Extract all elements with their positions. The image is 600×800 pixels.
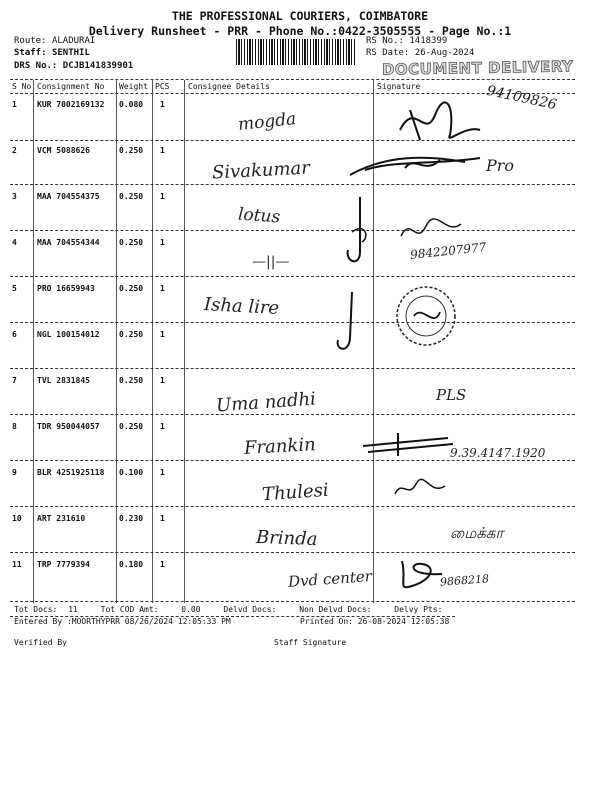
row-3-sno: 3 bbox=[12, 192, 17, 201]
row-separator bbox=[10, 322, 575, 323]
col-header-consignee: Consignee Details bbox=[188, 82, 270, 91]
signature-scribble bbox=[390, 474, 450, 504]
tot-docs-label: Tot Docs: bbox=[14, 605, 58, 614]
row-3-weight: 0.250 bbox=[119, 192, 144, 201]
row-1-consignment: KUR 7002169132 bbox=[37, 100, 105, 109]
staff-signature: Staff Signature bbox=[274, 638, 347, 647]
row-separator bbox=[10, 276, 575, 277]
row-11-pcs: 1 bbox=[160, 560, 165, 569]
document-delivery-stamp: DOCUMENT DELIVERY bbox=[381, 57, 574, 79]
row-4-signature-note: 9842207977 bbox=[409, 240, 487, 262]
row-1-consignee-handwriting: mogda bbox=[237, 109, 298, 135]
row-4-sno: 4 bbox=[12, 238, 17, 247]
route-value: ALADURAI bbox=[51, 36, 96, 46]
row-5-sno: 5 bbox=[12, 284, 17, 293]
row-6-consignment: NGL 100154012 bbox=[37, 330, 100, 339]
row-9-weight: 0.100 bbox=[119, 468, 144, 477]
row-11-consignment: TRP 7779394 bbox=[37, 560, 90, 569]
row-4-weight: 0.250 bbox=[119, 238, 144, 247]
drs-label: DRS No.: bbox=[14, 61, 58, 71]
table-bottom-rule bbox=[10, 601, 575, 602]
row-4-consignee-handwriting: —||— bbox=[252, 254, 290, 270]
row-1-signature-note: 94109826 bbox=[485, 82, 559, 114]
verified-by: Verified By bbox=[14, 638, 67, 647]
row-2-pcs: 1 bbox=[160, 146, 165, 155]
non-delvd-docs-label: Non Delvd Docs: bbox=[299, 605, 372, 614]
rs-no-value: 1418399 bbox=[409, 36, 448, 46]
row-7-weight: 0.250 bbox=[119, 376, 144, 385]
row-8-weight: 0.250 bbox=[119, 422, 144, 431]
row-1-weight: 0.080 bbox=[119, 100, 144, 109]
row-8-consignee-handwriting: Frankin bbox=[243, 434, 317, 459]
row-2-consignment: VCM 5088626 bbox=[37, 146, 90, 155]
row-10-consignee-handwriting: Brinda bbox=[255, 526, 318, 551]
row-9-consignee-handwriting: Thulesi bbox=[261, 479, 330, 506]
row-3-pcs: 1 bbox=[160, 192, 165, 201]
rs-date-line bbox=[366, 48, 474, 58]
row-7-signature-note: PLS bbox=[436, 386, 467, 404]
signature-scribble bbox=[340, 192, 380, 272]
col-divider bbox=[33, 80, 34, 603]
company-title: THE PROFESSIONAL COURIERS, COIMBATORE bbox=[171, 9, 429, 23]
row-5-consignment: PRO 16659943 bbox=[37, 284, 95, 293]
delvy-pts-label: Delvy Pts: bbox=[394, 605, 443, 614]
row-7-consignee-handwriting: Uma nadhi bbox=[215, 388, 317, 417]
company-seal bbox=[394, 284, 458, 348]
rs-date-label: RS Date: bbox=[366, 48, 410, 58]
table-top-rule bbox=[10, 79, 575, 80]
row-separator bbox=[10, 460, 575, 461]
rs-no-label: RS No.: bbox=[366, 36, 404, 46]
staff-label: Staff: bbox=[14, 48, 47, 58]
runsheet-title: Delivery Runsheet - PRR - Phone No.:0422-3505555 - Page No.:1 bbox=[88, 24, 512, 38]
staff-value: SENTHIL bbox=[51, 48, 90, 58]
col-header-sno: S No bbox=[12, 82, 32, 91]
drs-value: DCJB141839901 bbox=[62, 61, 134, 71]
row-7-sno: 7 bbox=[12, 376, 17, 385]
row-10-sno: 10 bbox=[12, 514, 22, 523]
row-8-pcs: 1 bbox=[160, 422, 165, 431]
row-separator bbox=[10, 230, 575, 231]
row-1-pcs: 1 bbox=[160, 100, 165, 109]
row-2-signature-note: Pro bbox=[486, 156, 515, 175]
signature-scribble bbox=[395, 100, 485, 145]
row-5-pcs: 1 bbox=[160, 284, 165, 293]
row-5-consignee-handwriting: Isha lire bbox=[203, 294, 280, 319]
row-4-consignment: MAA 704554344 bbox=[37, 238, 100, 247]
row-11-signature-note: 9868218 bbox=[439, 572, 490, 589]
row-7-consignment: TVL 2831845 bbox=[37, 376, 90, 385]
row-9-sno: 9 bbox=[12, 468, 17, 477]
staff-line bbox=[14, 48, 90, 58]
row-separator bbox=[10, 140, 575, 141]
delvd-docs-label: Delvd Docs: bbox=[223, 605, 277, 614]
row-10-weight: 0.230 bbox=[119, 514, 144, 523]
rs-date-value: 26-Aug-2024 bbox=[414, 48, 475, 58]
row-separator bbox=[10, 184, 575, 185]
tot-cod-value: 0.00 bbox=[181, 605, 201, 614]
row-6-pcs: 1 bbox=[160, 330, 165, 339]
row-10-consignment: ART 231610 bbox=[37, 514, 86, 523]
col-header-consignment: Consignment No bbox=[37, 82, 105, 91]
tot-cod-label: Tot COD Amt: bbox=[100, 605, 159, 614]
route-label: Route: bbox=[14, 36, 47, 46]
rs-no-line bbox=[366, 36, 447, 46]
col-divider bbox=[152, 80, 153, 603]
row-separator bbox=[10, 552, 575, 553]
row-5-weight: 0.250 bbox=[119, 284, 144, 293]
row-11-consignee-handwriting: Dvd center bbox=[287, 567, 373, 591]
row-separator bbox=[10, 506, 575, 507]
row-9-consignment: BLR 4251925118 bbox=[37, 468, 105, 477]
row-separator bbox=[10, 414, 575, 415]
row-6-sno: 6 bbox=[12, 330, 17, 339]
signature-scribble bbox=[330, 288, 370, 358]
row-3-consignee-handwriting: lotus bbox=[237, 204, 281, 228]
row-7-pcs: 1 bbox=[160, 376, 165, 385]
totals-line bbox=[14, 605, 442, 614]
barcode bbox=[236, 39, 356, 65]
row-8-signature-note: 9.39.4147.1920 bbox=[450, 446, 546, 460]
row-10-signature-note: மைக்கா bbox=[450, 524, 504, 542]
tot-docs-value: 11 bbox=[68, 605, 78, 614]
signature-scribble bbox=[392, 556, 448, 596]
row-2-consignee-handwriting: Sivakumar bbox=[211, 157, 311, 184]
entered-by: Entered By :MOORTHYPRR 08/26/2024 12:05:33 PM bbox=[14, 617, 231, 626]
drs-line bbox=[14, 61, 133, 71]
col-header-weight: Weight bbox=[119, 82, 148, 91]
row-2-sno: 2 bbox=[12, 146, 17, 155]
row-1-sno: 1 bbox=[12, 100, 17, 109]
row-8-sno: 8 bbox=[12, 422, 17, 431]
col-header-signature: Signature bbox=[377, 82, 421, 91]
col-header-pcs: PCS bbox=[155, 82, 170, 91]
row-10-pcs: 1 bbox=[160, 514, 165, 523]
row-11-sno: 11 bbox=[12, 560, 22, 569]
row-6-weight: 0.250 bbox=[119, 330, 144, 339]
row-2-weight: 0.250 bbox=[119, 146, 144, 155]
row-9-pcs: 1 bbox=[160, 468, 165, 477]
row-11-weight: 0.180 bbox=[119, 560, 144, 569]
signature-scribble bbox=[358, 428, 458, 458]
row-3-consignment: MAA 704554375 bbox=[37, 192, 100, 201]
row-separator bbox=[10, 368, 575, 369]
signature-scribble bbox=[396, 216, 466, 246]
route-line bbox=[14, 36, 95, 46]
row-8-consignment: TDR 950044057 bbox=[37, 422, 100, 431]
printed-on: Printed On: 26-08-2024 12:05:38 bbox=[300, 617, 450, 626]
signature-scribble bbox=[345, 150, 485, 180]
row-4-pcs: 1 bbox=[160, 238, 165, 247]
col-divider bbox=[116, 80, 117, 603]
col-divider bbox=[184, 80, 185, 603]
